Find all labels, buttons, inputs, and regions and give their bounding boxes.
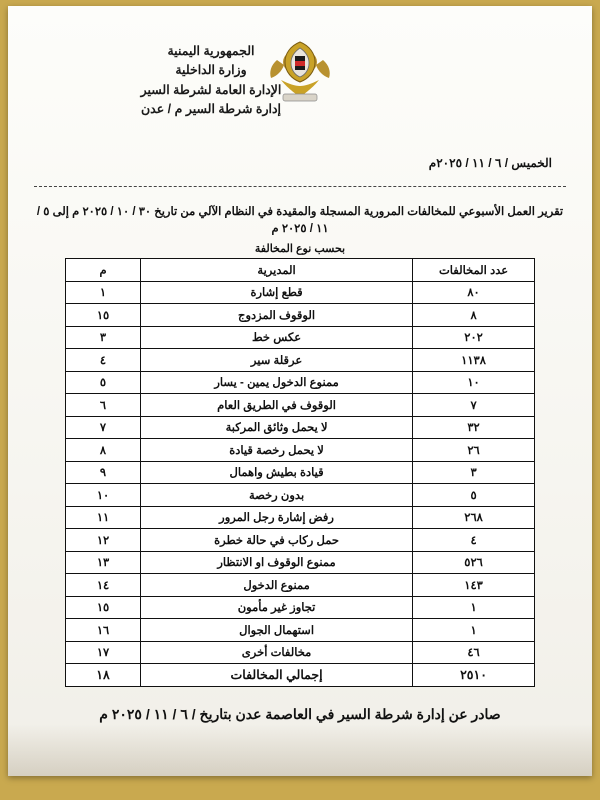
table-row: [66, 506, 535, 529]
cell-violation-name: قطع إشارة: [141, 281, 413, 304]
cell-count: ٤: [413, 529, 535, 552]
cell-violation-name: رفض إشارة رجل المرور: [141, 506, 413, 529]
cell-violation-name: الوقوف المزدوج: [141, 304, 413, 327]
cell-index: ١٣: [66, 551, 141, 574]
cell-violation-name: مخالفات أخرى: [141, 641, 413, 664]
document-page: [8, 6, 592, 776]
table-row: [66, 326, 535, 349]
cell-violation-name: تجاوز غير مأمون: [141, 596, 413, 619]
report-title-block: [30, 204, 570, 255]
cell-violation-name: ممنوع الدخول يمين - يسار: [141, 371, 413, 394]
header-authority-lines: [96, 42, 326, 120]
table-row: [66, 641, 535, 664]
cell-violation-name: عكس خط: [141, 326, 413, 349]
cell-index: ١١: [66, 506, 141, 529]
cell-count: ٨٠: [413, 281, 535, 304]
cell-violation-name: ممنوع الدخول: [141, 574, 413, 597]
cell-index: ٨: [66, 439, 141, 462]
cell-index: ١٤: [66, 574, 141, 597]
table-row: [66, 461, 535, 484]
cell-index: ٩: [66, 461, 141, 484]
page-subtitle: بحسب نوع المخالفة: [254, 242, 346, 255]
cell-index: ٤: [66, 349, 141, 372]
cell-index: ١٠: [66, 484, 141, 507]
document-header: [8, 6, 592, 150]
page-shadow: [8, 724, 592, 776]
table-header-row: [66, 259, 535, 282]
cell-count: ٧: [413, 394, 535, 417]
cell-index: ١٨: [66, 664, 141, 687]
divider: [34, 186, 566, 187]
cell-count: ٨: [413, 304, 535, 327]
document-date: الخميس / ٦ / ١١ / ٢٠٢٥م: [428, 156, 552, 170]
cell-violation-name: لا يحمل وثائق المركبة: [141, 416, 413, 439]
cell-index: ٣: [66, 326, 141, 349]
table-row: [66, 439, 535, 462]
table-row: [66, 574, 535, 597]
violations-table: [65, 258, 535, 687]
table-row: [66, 596, 535, 619]
table-row: [66, 551, 535, 574]
cell-count: ٥: [413, 484, 535, 507]
cell-index: ٥: [66, 371, 141, 394]
table-row: [66, 529, 535, 552]
cell-index: ١٥: [66, 596, 141, 619]
table-row: [66, 484, 535, 507]
cell-count: ٤٦: [413, 641, 535, 664]
table-row: [66, 619, 535, 642]
cell-violation-name: ممنوع الوقوف او الانتظار: [141, 551, 413, 574]
header-line-2: وزارة الداخلية: [175, 63, 247, 78]
cell-index: ١٧: [66, 641, 141, 664]
paper-surface: [8, 6, 592, 776]
header-line-1: الجمهورية اليمنية: [167, 44, 255, 58]
cell-index: ١٢: [66, 529, 141, 552]
cell-violation-name: الوقوف في الطريق العام: [141, 394, 413, 417]
cell-index: ٧: [66, 416, 141, 439]
cell-index: ١٦: [66, 619, 141, 642]
cell-count: ٣: [413, 461, 535, 484]
page-title: تقرير العمل الأسبوعي للمخالفات المرورية المسجلة والمقيدة في النظام الآلي من تاريخ ٣٠ / ١٠ / ٢٠٢٥ م إلى ٥ / ١١ / ٢٠٢٥ م: [36, 206, 564, 236]
cell-violation-name: عرقلة سير: [141, 349, 413, 372]
header-line-3: الإدارة العامة لشرطة السير: [140, 82, 282, 97]
column-header-num: م: [66, 259, 141, 282]
table-row: [66, 416, 535, 439]
cell-violation-name: بدون رخصة: [141, 484, 413, 507]
cell-count: ٥٢٦: [413, 551, 535, 574]
column-header-name: المديرية: [141, 259, 413, 282]
header-line-4: إدارة شرطة السير م / عدن: [141, 102, 281, 117]
cell-violation-name: لا يحمل رخصة قيادة: [141, 439, 413, 462]
cell-count: ٣٢: [413, 416, 535, 439]
cell-violation-name: قيادة بطيش واهمال: [141, 461, 413, 484]
violations-table-wrap: [65, 258, 535, 687]
table-row: [66, 371, 535, 394]
cell-index: ٦: [66, 394, 141, 417]
cell-violation-name: استهمال الجوال: [141, 619, 413, 642]
table-row: [66, 349, 535, 372]
cell-count: ١: [413, 619, 535, 642]
cell-index: ١: [66, 281, 141, 304]
cell-count: ٢٦٨: [413, 506, 535, 529]
cell-count: ٢٠٢: [413, 326, 535, 349]
cell-index: ١٥: [66, 304, 141, 327]
cell-count: ٢٦: [413, 439, 535, 462]
cell-count: ١٠: [413, 371, 535, 394]
cell-violation-name: حمل ركاب في حالة خطرة: [141, 529, 413, 552]
cell-violation-name: إجمالي المخالفات: [141, 664, 413, 687]
cell-count: ١١٣٨: [413, 349, 535, 372]
column-header-count: عدد المخالفات: [413, 259, 535, 282]
table-row: [66, 664, 535, 687]
cell-count: ٢٥١٠: [413, 664, 535, 687]
table-row: [66, 394, 535, 417]
document-footer: صادر عن إدارة شرطة السير في العاصمة عدن بتاريخ / ٦ / ١١ / ٢٠٢٥ م: [99, 706, 501, 722]
table-row: [66, 304, 535, 327]
cell-count: ١٤٣: [413, 574, 535, 597]
cell-count: ١: [413, 596, 535, 619]
table-row: [66, 281, 535, 304]
